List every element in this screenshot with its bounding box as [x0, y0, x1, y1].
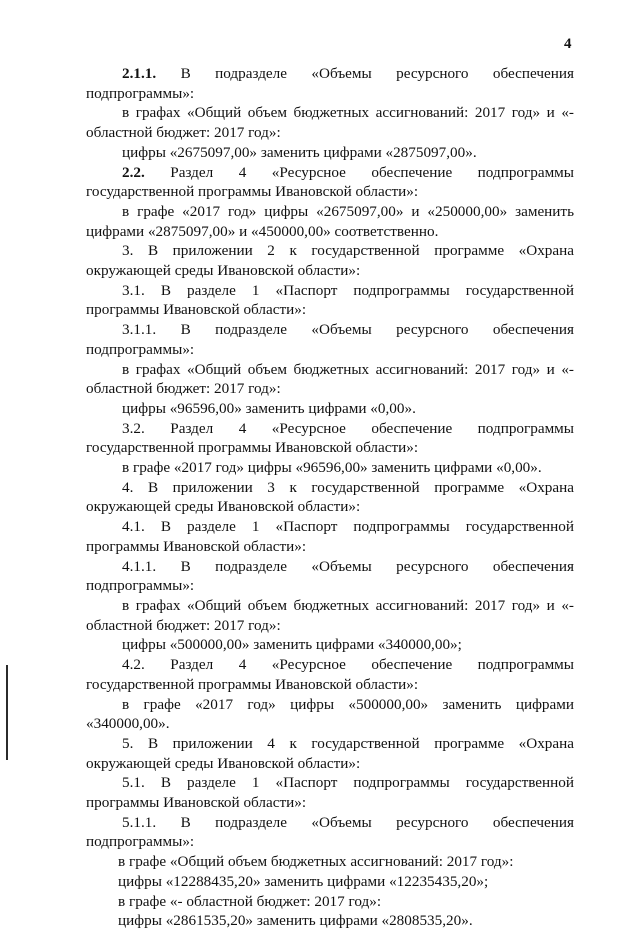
page-number: 4 — [564, 36, 572, 52]
paragraph-3-1: 3.1. В разделе 1 «Паспорт подпрограммы государственной программы Ивановской области»: — [86, 281, 574, 319]
paragraph: в графе «Общий объем бюджетных ассигнований: 2017 год»: — [118, 853, 514, 871]
paragraph: цифры «500000,00» заменить цифрами «340000,00»; — [122, 636, 462, 654]
paragraph-5-1-1: 5.1.1. В подразделе «Объемы ресурсного обеспечения подпрограммы»: — [86, 813, 574, 851]
paragraph: в графе «2017 год» цифры «500000,00» заменить цифрами «340000,00». — [86, 695, 574, 733]
paragraph-4: 4. В приложении 3 к государственной программе «Охрана окружающей среды Ивановской области»: — [86, 478, 574, 516]
paragraph-2-1-1: 2.1.1. В подразделе «Объемы ресурсного обеспечения подпрограммы»: — [86, 65, 574, 102]
paragraph: в графах «Общий объем бюджетных ассигнований: 2017 год» и «- областной бюджет: 2017 год»: — [86, 596, 574, 634]
paragraph-number: 2.1.1. — [122, 65, 157, 82]
paragraph: в графах «Общий объем бюджетных ассигнований: 2017 год» и «- областной бюджет: 2017 год»: — [86, 360, 574, 398]
paragraph-4-1-1: 4.1.1. В подразделе «Объемы ресурсного обеспечения подпрограммы»: — [86, 557, 574, 595]
paragraph: в графе «2017 год» цифры «96596,00» заменить цифрами «0,00». — [122, 459, 542, 477]
paragraph: цифры «2861535,20» заменить цифрами «2808535,20». — [118, 912, 473, 930]
paragraph-number: 2.2. — [122, 163, 145, 181]
document-body — [86, 64, 574, 931]
paragraph: цифры «2675097,00» заменить цифрами «2875097,00». — [122, 143, 477, 161]
paragraph-2-2: 2.2. Раздел 4 «Ресурсное обеспечение подпрограммы государственной программы Ивановской области»: — [86, 163, 574, 201]
paragraph: в графах «Общий объем бюджетных ассигнований: 2017 год» и «- областной бюджет: 2017 год»: — [86, 104, 574, 142]
paragraph: цифры «96596,00» заменить цифрами «0,00». — [122, 399, 416, 417]
paragraph-4-2: 4.2. Раздел 4 «Ресурсное обеспечение подпрограммы государственной программы Ивановской области»: — [86, 656, 574, 693]
scan-edge-mark — [6, 665, 8, 760]
paragraph: цифры «12288435,20» заменить цифрами «12235435,20»; — [118, 872, 489, 890]
paragraph-4-1: 4.1. В разделе 1 «Паспорт подпрограммы государственной программы Ивановской области»: — [86, 518, 574, 555]
paragraph-3-2: 3.2. Раздел 4 «Ресурсное обеспечение подпрограммы государственной программы Ивановской области»: — [86, 419, 574, 457]
paragraph: в графе «- областной бюджет: 2017 год»: — [118, 892, 382, 910]
paragraph-3: 3. В приложении 2 к государственной программе «Охрана окружающей среды Ивановской области»: — [86, 242, 574, 280]
paragraph-5-1: 5.1. В разделе 1 «Паспорт подпрограммы государственной программы Ивановской области»: — [86, 774, 574, 812]
paragraph-3-1-1: 3.1.1. В подразделе «Объемы ресурсного обеспечения подпрограммы»: — [86, 321, 574, 358]
paragraph-5: 5. В приложении 4 к государственной программе «Охрана окружающей среды Ивановской области»: — [86, 734, 574, 772]
paragraph: в графе «2017 год» цифры «2675097,00» и «250000,00» заменить цифрами «2875097,00» и «450000,00» соответственно. — [86, 202, 574, 240]
